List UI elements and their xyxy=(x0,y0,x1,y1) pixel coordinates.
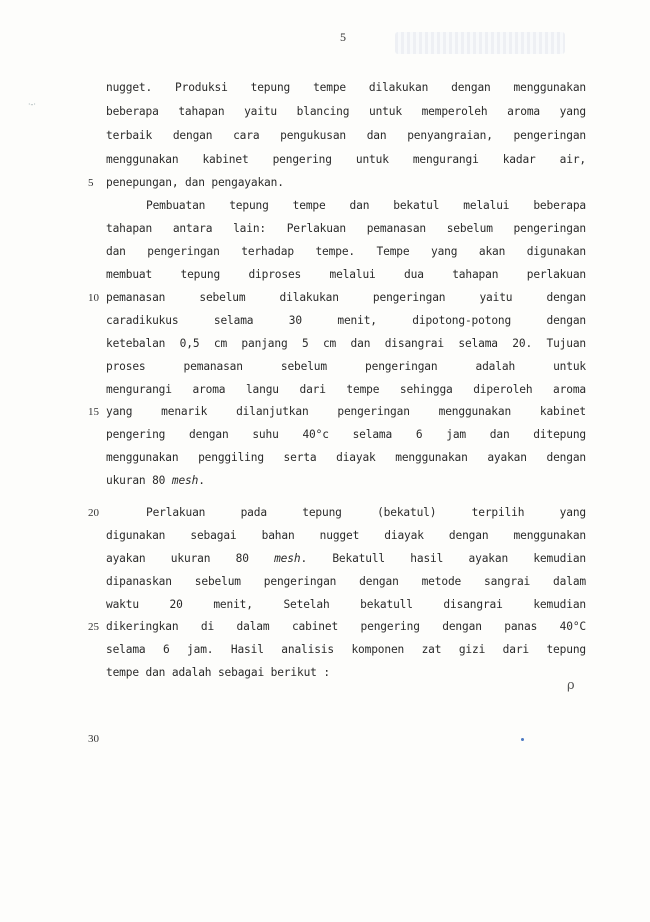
text-line: dan pengeringan terhadap tempe. Tempe yang akan digunakan xyxy=(106,245,586,258)
text-line: terbaik dengan cara pengukusan dan penyangraian, pengeringan xyxy=(106,129,586,142)
text-line: waktu 20 menit, Setelah bekatull disangrai kemudian xyxy=(106,598,586,611)
text-line: mengurangi aroma langu dari tempe sehingga diperoleh aroma xyxy=(106,383,586,396)
line-number: 5 xyxy=(88,177,94,189)
text-line: membuat tepung diproses melalui dua tahapan perlakuan xyxy=(106,268,586,281)
text-line: nugget. Produksi tepung tempe dilakukan dengan menggunakan xyxy=(106,81,586,94)
text-line: ketebalan 0,5 cm panjang 5 cm dan disangrai selama 20. Tujuan xyxy=(106,337,586,350)
text-line xyxy=(106,473,586,489)
faded-stamp xyxy=(395,32,565,54)
line-number: 30 xyxy=(88,733,99,745)
text-line: caradikukus selama 30 menit, dipotong-potong dengan xyxy=(106,314,586,327)
text-run: ukuran 80 xyxy=(106,474,172,487)
line-number: 10 xyxy=(88,292,99,304)
text-line: penepungan, dan pengayakan. xyxy=(106,176,284,189)
text-line: pengering dengan suhu 40°c selama 6 jam dan ditepung xyxy=(106,428,586,441)
page-number: 5 xyxy=(340,30,346,44)
text-run: ayakan ukuran 80 xyxy=(106,552,275,565)
line-number: 20 xyxy=(88,507,99,519)
text-line: pemanasan sebelum dilakukan pengeringan yaitu dengan xyxy=(106,291,586,304)
text-run: . Bekatull hasil ayakan kemudian xyxy=(300,552,587,565)
text-line: tempe dan adalah sebagai berikut : xyxy=(106,666,330,679)
text-line: beberapa tahapan yaitu blancing untuk memperoleh aroma yang xyxy=(106,105,586,118)
text-line: Perlakuan pada tepung (bekatul) terpilih yang xyxy=(146,506,586,519)
text-line: tahapan antara lain: Perlakuan pemanasan sebelum pengeringan xyxy=(106,222,586,235)
ink-dot xyxy=(521,738,524,741)
text-line: dikeringkan di dalam cabinet pengering dengan panas 40°C xyxy=(106,620,586,633)
text-line: yang menarik dilanjutkan pengeringan menggunakan kabinet xyxy=(106,405,586,418)
text-line xyxy=(106,551,586,567)
text-line: selama 6 jam. Hasil analisis komponen zat gizi dari tepung xyxy=(106,643,586,656)
text-line: menggunakan kabinet pengering untuk mengurangi kadar air, xyxy=(106,153,586,166)
handwritten-mark: ρ xyxy=(567,678,575,693)
italic-term: mesh xyxy=(171,474,199,487)
text-line: menggunakan penggiling serta diayak menggunakan ayakan dengan xyxy=(106,451,586,464)
text-line: proses pemanasan sebelum pengeringan adalah untuk xyxy=(106,360,586,373)
line-number: 15 xyxy=(88,406,99,418)
text-line: digunakan sebagai bahan nugget diayak dengan menggunakan xyxy=(106,529,586,542)
text-line: dipanaskan sebelum pengeringan dengan metode sangrai dalam xyxy=(106,575,586,588)
italic-term: mesh xyxy=(274,552,301,565)
margin-mark: ·-· xyxy=(28,100,36,109)
line-number: 25 xyxy=(88,621,99,633)
text-run: . xyxy=(198,474,205,487)
text-line: Pembuatan tepung tempe dan bekatul melalui beberapa xyxy=(146,199,586,212)
